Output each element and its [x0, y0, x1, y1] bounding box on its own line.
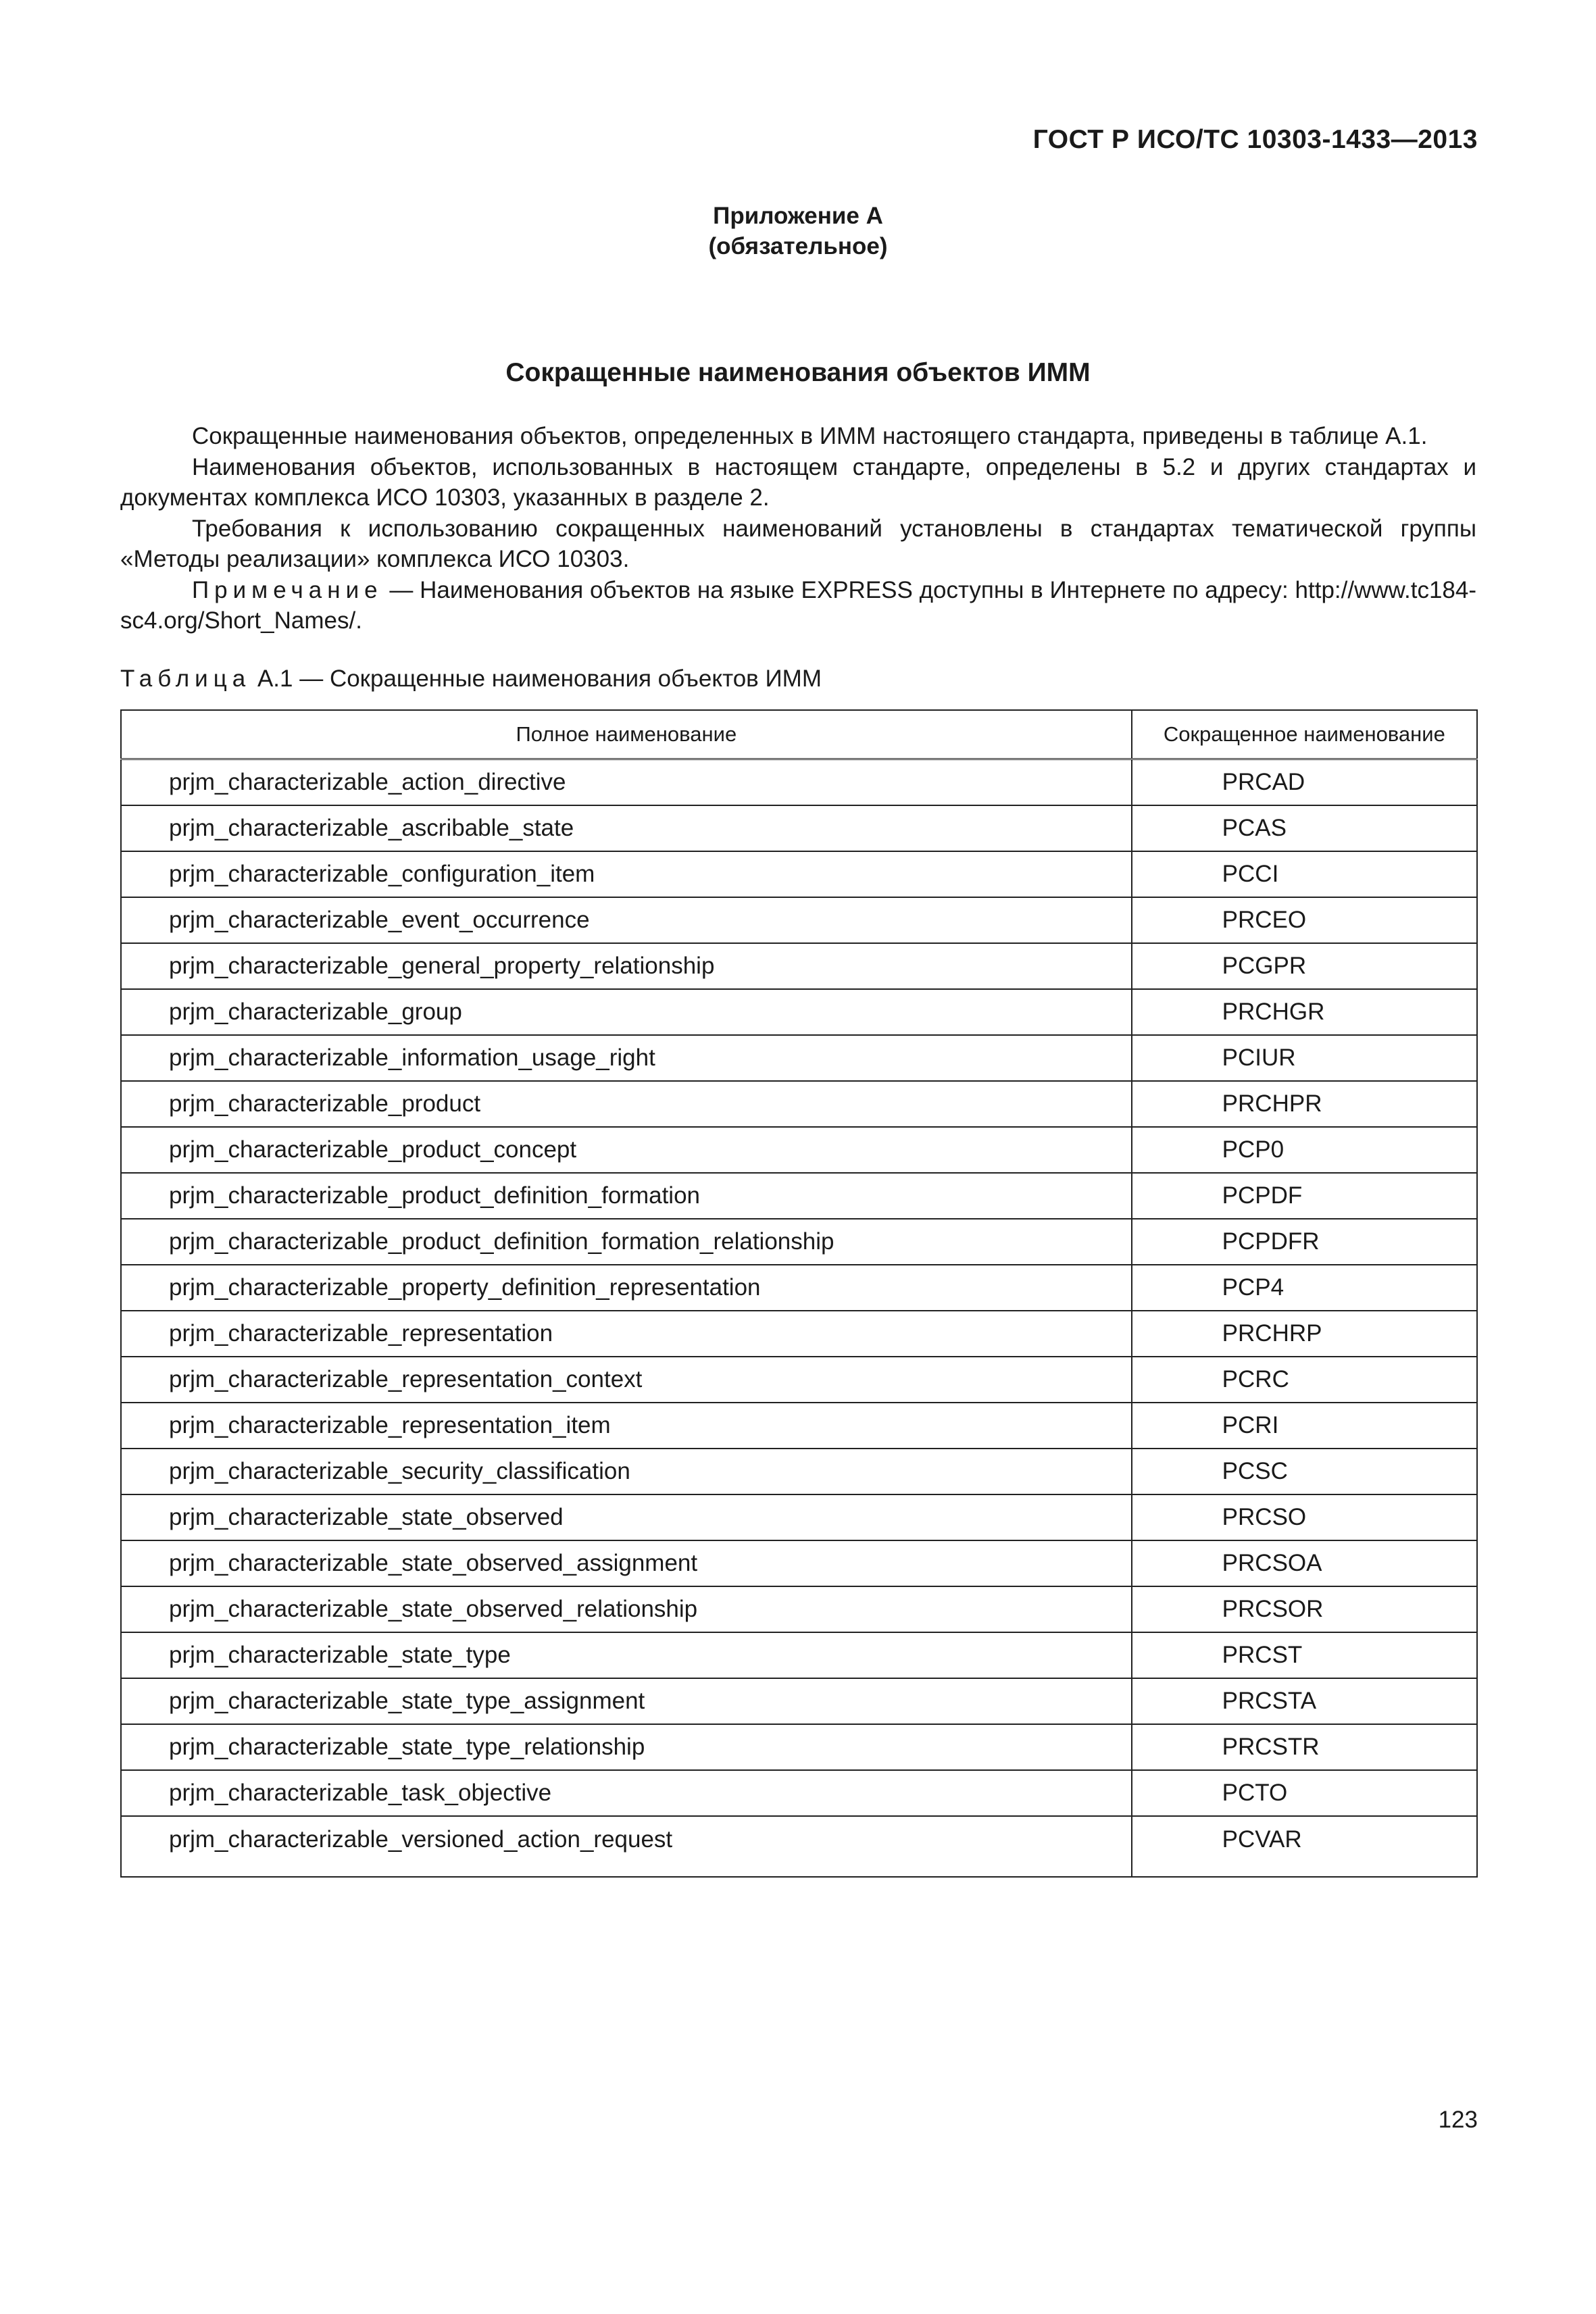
table-row — [121, 851, 1477, 897]
full-name-cell: prjm_characterizable_state_type_assignment — [121, 1678, 1132, 1724]
body-text — [120, 421, 1476, 636]
full-name-cell: prjm_characterizable_product — [121, 1081, 1132, 1127]
section-title: Сокращенные наименования объектов ИММ — [505, 358, 1091, 387]
full-name-cell: prjm_characterizable_ascribable_state — [121, 805, 1132, 851]
table-row — [121, 989, 1477, 1035]
table-row — [121, 1127, 1477, 1173]
short-name-cell: PCCI — [1132, 851, 1477, 897]
short-name-cell: PRCSOA — [1132, 1540, 1477, 1586]
short-name-cell: PRCSOR — [1132, 1586, 1477, 1632]
full-name-cell: prjm_characterizable_product_definition_formation_relationship — [121, 1219, 1132, 1265]
short-name-cell: PRCHPR — [1132, 1081, 1477, 1127]
full-name-cell: prjm_characterizable_action_directive — [121, 759, 1132, 806]
full-name-cell: prjm_characterizable_state_observed — [121, 1494, 1132, 1540]
annex-status: (обязательное) — [708, 233, 888, 259]
paragraph-1: Сокращенные наименования объектов, определенных в ИММ настоящего стандарта, приведены в таблице А.1. — [192, 423, 1428, 449]
table-row — [121, 1357, 1477, 1403]
full-name-cell: prjm_characterizable_product_definition_formation — [121, 1173, 1132, 1219]
short-name-cell: PCP4 — [1132, 1265, 1477, 1311]
table-row — [121, 1265, 1477, 1311]
table-row — [121, 1632, 1477, 1678]
full-name-cell: prjm_characterizable_security_classification — [121, 1449, 1132, 1494]
short-name-cell: PCRC — [1132, 1357, 1477, 1403]
full-name-cell: prjm_characterizable_state_observed_assignment — [121, 1540, 1132, 1586]
note-label: Примечание — [192, 576, 383, 603]
full-name-cell: prjm_characterizable_representation_item — [121, 1403, 1132, 1449]
full-name-cell: prjm_characterizable_configuration_item — [121, 851, 1132, 897]
short-name-cell: PRCEO — [1132, 897, 1477, 943]
table-header-row — [121, 710, 1477, 759]
paragraph-3: Требования к использованию сокращенных наименований установлены в стандартах тематической группы «Методы реализации» комплекса ИСО 10303. — [120, 515, 1476, 572]
short-name-cell: PRCHGR — [1132, 989, 1477, 1035]
table-row — [121, 1219, 1477, 1265]
table-row — [121, 805, 1477, 851]
table-caption-label: Таблица — [120, 665, 251, 692]
short-name-cell: PRCSO — [1132, 1494, 1477, 1540]
table-row — [121, 1770, 1477, 1816]
full-name-cell: prjm_characterizable_state_type_relationship — [121, 1724, 1132, 1770]
note-paragraph — [120, 575, 1476, 636]
table-caption — [120, 665, 822, 693]
document-code: ГОСТ Р ИСО/ТС 10303-1433—2013 — [1032, 125, 1478, 154]
full-name-cell: prjm_characterizable_representation_context — [121, 1357, 1132, 1403]
header-full-name: Полное наименование — [121, 710, 1132, 759]
table-row — [121, 759, 1477, 806]
short-name-cell: PCAS — [1132, 805, 1477, 851]
table-row — [121, 1540, 1477, 1586]
short-name-cell: PCPDFR — [1132, 1219, 1477, 1265]
short-name-cell: PCGPR — [1132, 943, 1477, 989]
table-row — [121, 1494, 1477, 1540]
short-name-cell: PRCSTA — [1132, 1678, 1477, 1724]
full-name-cell: prjm_characterizable_task_objective — [121, 1770, 1132, 1816]
short-names-table — [120, 709, 1478, 1878]
annex-title: Приложение А — [713, 203, 883, 229]
short-name-cell: PCTO — [1132, 1770, 1477, 1816]
table-row — [121, 1449, 1477, 1494]
table-row — [121, 1035, 1477, 1081]
short-name-cell: PCP0 — [1132, 1127, 1477, 1173]
full-name-cell: prjm_characterizable_product_concept — [121, 1127, 1132, 1173]
full-name-cell: prjm_characterizable_information_usage_right — [121, 1035, 1132, 1081]
table-row — [121, 1724, 1477, 1770]
full-name-cell: prjm_characterizable_versioned_action_request — [121, 1816, 1132, 1877]
short-name-cell: PRCSTR — [1132, 1724, 1477, 1770]
full-name-cell: prjm_characterizable_group — [121, 989, 1132, 1035]
short-name-cell: PRCST — [1132, 1632, 1477, 1678]
short-name-cell: PCSC — [1132, 1449, 1477, 1494]
full-name-cell: prjm_characterizable_representation — [121, 1311, 1132, 1357]
note-text: — Наименования объектов на языке EXPRESS доступны в Интернете по адресу: http://www.tc184-sc4.org/Short_Names/. — [120, 576, 1476, 634]
full-name-cell: prjm_characterizable_state_type — [121, 1632, 1132, 1678]
short-name-cell: PCIUR — [1132, 1035, 1477, 1081]
table-row — [121, 1586, 1477, 1632]
table-row — [121, 897, 1477, 943]
short-name-cell: PRCHRP — [1132, 1311, 1477, 1357]
table-row — [121, 943, 1477, 989]
full-name-cell: prjm_characterizable_state_observed_relationship — [121, 1586, 1132, 1632]
header-short-name: Сокращенное наименование — [1132, 710, 1477, 759]
table-row — [121, 1816, 1477, 1877]
short-name-cell: PCVAR — [1132, 1816, 1477, 1877]
short-name-cell: PCRI — [1132, 1403, 1477, 1449]
table-body — [121, 759, 1477, 1878]
table-row — [121, 1311, 1477, 1357]
table-row — [121, 1173, 1477, 1219]
table-caption-text: А.1 — Сокращенные наименования объектов ИММ — [251, 665, 822, 692]
short-name-cell: PCPDF — [1132, 1173, 1477, 1219]
table-row — [121, 1081, 1477, 1127]
page-number: 123 — [1438, 2107, 1478, 2133]
full-name-cell: prjm_characterizable_event_occurrence — [121, 897, 1132, 943]
full-name-cell: prjm_characterizable_property_definition_representation — [121, 1265, 1132, 1311]
table-row — [121, 1403, 1477, 1449]
table-row — [121, 1678, 1477, 1724]
short-name-cell: PRCAD — [1132, 759, 1477, 806]
paragraph-2: Наименования объектов, использованных в настоящем стандарте, определены в 5.2 и других стандартах и документах комплекса ИСО 10303, указанных в разделе 2. — [120, 453, 1476, 511]
full-name-cell: prjm_characterizable_general_property_relationship — [121, 943, 1132, 989]
